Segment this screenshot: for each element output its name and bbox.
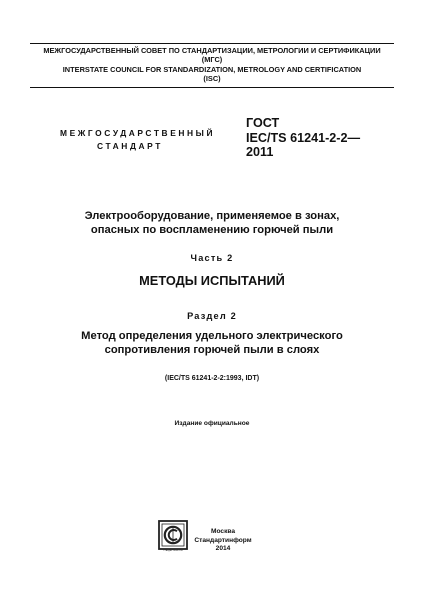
- edition-note: Издание официальное: [174, 420, 250, 427]
- document-title: [0, 210, 424, 237]
- council-abbr-en: (ISC): [203, 74, 221, 84]
- gost-line1: ГОСТ: [246, 116, 280, 130]
- publisher-year: 2014: [215, 545, 231, 553]
- gost-line3: 2011: [246, 145, 274, 159]
- reference-note: (IEC/TS 61241-2-2:1993, IDT): [164, 375, 260, 382]
- council-abbr-ru: (МГС): [201, 55, 223, 65]
- standartinform-logo-icon: [158, 520, 188, 550]
- publisher-name: Стандартинформ: [194, 536, 252, 544]
- part-name: МЕТОДЫ ИСПЫТАНИЙ: [139, 273, 285, 288]
- publisher-city: Москва: [210, 528, 236, 535]
- standard-label: [60, 127, 216, 153]
- council-name-ru: МЕЖГОСУДАРСТВЕННЫЙ СОВЕТ ПО СТАНДАРТИЗАЦИИ, МЕТРОЛОГИИ И СЕРТИФИКАЦИИ: [43, 46, 381, 55]
- section-title-line2: сопротивления горючей пыли в слоях: [104, 343, 320, 356]
- publisher-logo: [158, 520, 188, 550]
- gost-designation: [246, 116, 360, 160]
- title-line1: Электрооборудование, применяемое в зонах,: [84, 210, 340, 222]
- publisher-info: [188, 528, 258, 554]
- council-block: [0, 46, 424, 84]
- logo-wordmark: СТАНДАРТИНФОРМ: [163, 550, 183, 552]
- section-label: Раздел 2: [187, 311, 237, 321]
- part-label: Часть 2: [190, 253, 234, 263]
- section-title-line1: Метод определения удельного электрического: [81, 330, 343, 342]
- header-top-rule: [30, 43, 394, 44]
- council-name-en: INTERSTATE COUNCIL FOR STANDARDIZATION, METROLOGY AND CERTIFICATION: [62, 64, 362, 74]
- standard-label-line1: МЕЖГОСУДАРСТВЕННЫЙ: [60, 128, 216, 138]
- gost-line2: IEC/TS 61241-2-2—: [246, 130, 361, 145]
- standard-label-line2: СТАНДАРТ: [97, 141, 163, 151]
- header-bottom-rule: [30, 87, 394, 88]
- section-title: [0, 330, 424, 357]
- title-line2: опасных по воспламенению горючей пыли: [90, 223, 334, 236]
